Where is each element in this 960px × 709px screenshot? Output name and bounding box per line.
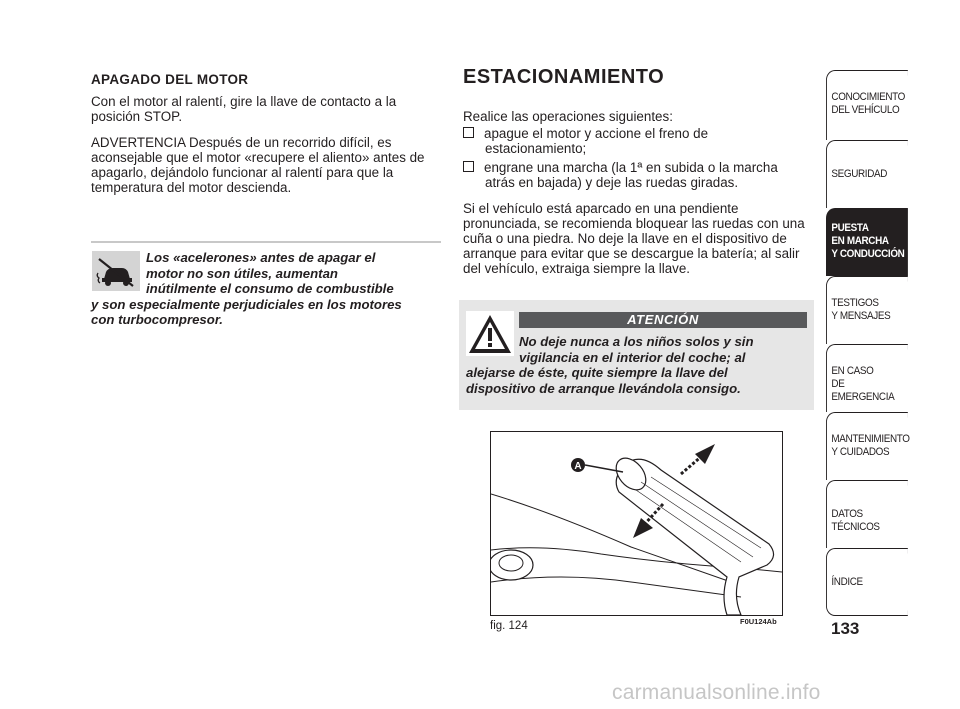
paragraph-slope-advice: Si el vehículo está aparcado en una pendiente pronunciada, se recomienda bloquear las ruedas con una cuña o una piedra. No deje la llave en el dispositivo de arranque para evitar que se descargue la batería; al salir del vehículo, extraiga siempre la llave. <box>463 201 805 276</box>
figure-code: F0U124Ab <box>740 617 777 626</box>
tab-seguridad[interactable]: SEGURIDAD <box>826 140 908 208</box>
tab-mantenimiento[interactable]: MANTENIMIENTO Y CUIDADOS <box>826 412 908 480</box>
page-number: 133 <box>831 619 860 638</box>
tab-conocimiento[interactable]: CONOCIMIENTO DEL VEHÍCULO <box>826 70 908 140</box>
paragraph-engine-off: Con el motor al ralentí, gire la llave de contacto a la posición STOP. <box>91 94 397 124</box>
list-item: apague el motor y accione el freno de estacionamiento; <box>463 126 813 156</box>
callout-label: A <box>574 461 582 472</box>
warning-title: ATENCIÓN <box>519 312 807 328</box>
section-heading-parking: ESTACIONAMIENTO <box>463 66 665 88</box>
warning-text: No deje nunca a los niños solos y sin vigilancia en el interior del coche; al alejarse de éste, quite siempre la llave del dispositivo de arranque llevándola consigo. <box>466 334 754 396</box>
paragraph-warning-cooldown: ADVERTENCIA Después de un recorrido difícil, es aconsejable que el motor «recupere el aliento» antes de apagarlo, dejándolo funcionar al ralentí para que la temperatura del motor descienda. <box>91 135 425 195</box>
footer-watermark-url: carmanualsonline.info <box>612 681 821 704</box>
tab-puesta-en-marcha[interactable]: PUESTA EN MARCHA Y CONDUCCIÓN <box>826 208 908 276</box>
checkbox-bullet-icon <box>463 127 474 138</box>
checkbox-bullet-icon <box>463 161 474 172</box>
paragraph-intro: Realice las operaciones siguientes: <box>463 109 673 124</box>
figure-caption: fig. 124 <box>490 620 528 632</box>
divider <box>91 241 441 243</box>
tab-indice[interactable]: ÍNDICE <box>826 548 908 616</box>
section-heading-engine-off: APAGADO DEL MOTOR <box>91 72 249 87</box>
list-item: engrane una marcha (la 1ª en subida o la marcha atrás en bajada) y deje las ruedas giradas. <box>463 160 813 190</box>
tab-emergencia[interactable]: EN CASO DE EMERGENCIA <box>826 344 908 412</box>
handbrake-illustration <box>490 431 783 616</box>
tab-datos-tecnicos[interactable]: DATOS TÉCNICOS <box>826 480 908 548</box>
fuel-consumption-note: Los «acelerones» antes de apagar el motor no son útiles, aumentan inútilmente el consumo de combustible y son especialmente perjudiciales en los motores con turbocompresor. <box>91 250 402 327</box>
tab-testigos[interactable]: TESTIGOS Y MENSAJES <box>826 276 908 344</box>
